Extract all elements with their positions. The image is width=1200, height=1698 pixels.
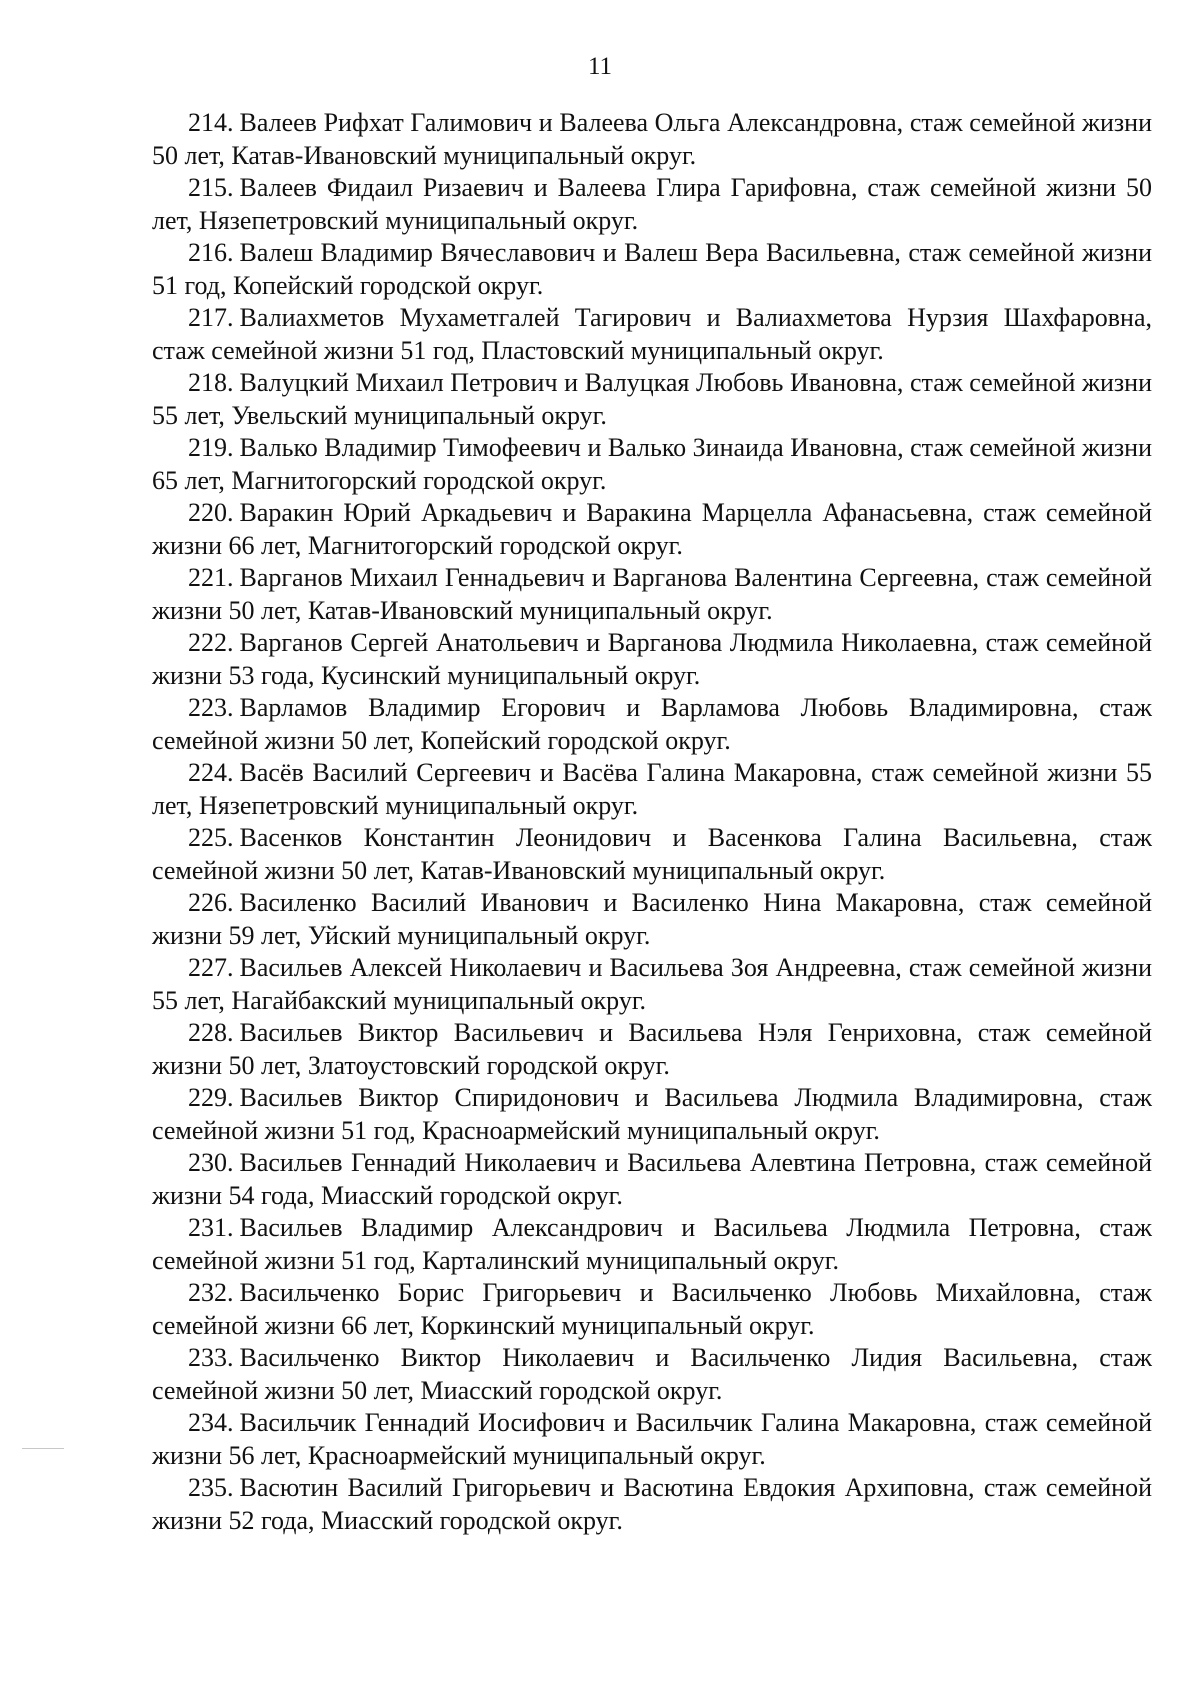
item-number: 221. xyxy=(188,563,234,592)
list-item xyxy=(152,1472,1152,1537)
item-text: Варакин Юрий Аркадьевич и Варакина Марцелла Афанасьевна, стаж семейной жизни 66 лет, Магнитогорский городской округ. xyxy=(152,498,1152,560)
item-number: 216. xyxy=(188,238,234,267)
item-text: Васютин Василий Григорьевич и Васютина Евдокия Архиповна, стаж семейной жизни 52 года, Миасский городской округ. xyxy=(152,1473,1152,1535)
item-text: Валько Владимир Тимофеевич и Валько Зинаида Ивановна, стаж семейной жизни 65 лет, Магнитогорский городской округ. xyxy=(152,433,1152,495)
item-text: Валеш Владимир Вячеславович и Валеш Вера Васильевна, стаж семейной жизни 51 год, Копейский городской округ. xyxy=(152,238,1152,300)
list-item xyxy=(152,562,1152,627)
item-text: Варганов Сергей Анатольевич и Варганова Людмила Николаевна, стаж семейной жизни 53 года, Кусинский муниципальный округ. xyxy=(152,628,1152,690)
item-text: Васильев Владимир Александрович и Васильева Людмила Петровна, стаж семейной жизни 51 год, Карталинский муниципальный округ. xyxy=(152,1213,1152,1275)
item-number: 228. xyxy=(188,1018,234,1047)
item-number: 231. xyxy=(188,1213,234,1242)
list-item xyxy=(152,1342,1152,1407)
item-text: Васильченко Виктор Николаевич и Васильченко Лидия Васильевна, стаж семейной жизни 50 лет, Миасский городской округ. xyxy=(152,1343,1152,1405)
list-item xyxy=(152,1277,1152,1342)
item-text: Васильев Виктор Васильевич и Васильева Нэля Генриховна, стаж семейной жизни 50 лет, Златоустовский городской округ. xyxy=(152,1018,1152,1080)
list-item xyxy=(152,1082,1152,1147)
list-item xyxy=(152,757,1152,822)
list-item xyxy=(152,432,1152,497)
list-item xyxy=(152,172,1152,237)
item-text: Васенков Константин Леонидович и Васенкова Галина Васильевна, стаж семейной жизни 50 лет, Катав-Ивановский муниципальный округ. xyxy=(152,823,1152,885)
item-text: Валиахметов Мухаметгалей Тагирович и Валиахметова Нурзия Шахфаровна, стаж семейной жизни 51 год, Пластовский муниципальный округ. xyxy=(152,303,1152,365)
item-number: 219. xyxy=(188,433,234,462)
item-number: 230. xyxy=(188,1148,234,1177)
list-item xyxy=(152,367,1152,432)
item-number: 220. xyxy=(188,498,234,527)
item-text: Васильчик Геннадий Иосифович и Васильчик Галина Макаровна, стаж семейной жизни 56 лет, Красноармейский муниципальный округ. xyxy=(152,1408,1152,1470)
entry-list xyxy=(152,107,1152,1537)
item-number: 222. xyxy=(188,628,234,657)
item-number: 215. xyxy=(188,173,234,202)
item-text: Васильев Виктор Спиридонович и Васильева Людмила Владимировна, стаж семейной жизни 51 год, Красноармейский муниципальный округ. xyxy=(152,1083,1152,1145)
item-text: Варганов Михаил Геннадьевич и Варганова Валентина Сергеевна, стаж семейной жизни 50 лет, Катав-Ивановский муниципальный округ. xyxy=(152,563,1152,625)
list-item xyxy=(152,952,1152,1017)
item-text: Варламов Владимир Егорович и Варламова Любовь Владимировна, стаж семейной жизни 50 лет, Копейский городской округ. xyxy=(152,693,1152,755)
item-text: Валеев Фидаил Ризаевич и Валеева Глира Гарифовна, стаж семейной жизни 50 лет, Нязепетровский муниципальный округ. xyxy=(152,173,1152,235)
item-number: 227. xyxy=(188,953,234,982)
list-item xyxy=(152,1017,1152,1082)
list-item xyxy=(152,237,1152,302)
item-number: 229. xyxy=(188,1083,234,1112)
item-number: 217. xyxy=(188,303,234,332)
list-item xyxy=(152,1212,1152,1277)
item-text: Валеев Рифхат Галимович и Валеева Ольга Александровна, стаж семейной жизни 50 лет, Катав-Ивановский муниципальный округ. xyxy=(152,108,1152,170)
list-item xyxy=(152,107,1152,172)
item-number: 226. xyxy=(188,888,234,917)
item-number: 225. xyxy=(188,823,234,852)
page-number: 11 xyxy=(587,53,613,80)
item-number: 223. xyxy=(188,693,234,722)
item-text: Васильев Алексей Николаевич и Васильева Зоя Андреевна, стаж семейной жизни 55 лет, Нагайбакский муниципальный округ. xyxy=(152,953,1152,1015)
item-text: Василенко Василий Иванович и Василенко Нина Макаровна, стаж семейной жизни 59 лет, Уйский муниципальный округ. xyxy=(152,888,1152,950)
list-item xyxy=(152,1147,1152,1212)
item-number: 218. xyxy=(188,368,234,397)
item-text: Васёв Василий Сергеевич и Васёва Галина Макаровна, стаж семейной жизни 55 лет, Нязепетровский муниципальный округ. xyxy=(152,758,1152,820)
list-item xyxy=(152,497,1152,562)
item-number: 234. xyxy=(188,1408,234,1437)
item-text: Васильченко Борис Григорьевич и Васильченко Любовь Михайловна, стаж семейной жизни 66 лет, Коркинский муниципальный округ. xyxy=(152,1278,1152,1340)
list-item xyxy=(152,692,1152,757)
list-item xyxy=(152,627,1152,692)
item-number: 214. xyxy=(188,108,234,137)
item-text: Васильев Геннадий Николаевич и Васильева Алевтина Петровна, стаж семейной жизни 54 года, Миасский городской округ. xyxy=(152,1148,1152,1210)
item-number: 232. xyxy=(188,1278,234,1307)
item-number: 224. xyxy=(188,758,234,787)
item-number: 233. xyxy=(188,1343,234,1372)
list-item xyxy=(152,1407,1152,1472)
item-text: Валуцкий Михаил Петрович и Валуцкая Любовь Ивановна, стаж семейной жизни 55 лет, Увельский муниципальный округ. xyxy=(152,368,1152,430)
scan-artifact-line xyxy=(22,1448,64,1449)
list-item xyxy=(152,822,1152,887)
list-item xyxy=(152,302,1152,367)
list-item xyxy=(152,887,1152,952)
item-number: 235. xyxy=(188,1473,234,1502)
